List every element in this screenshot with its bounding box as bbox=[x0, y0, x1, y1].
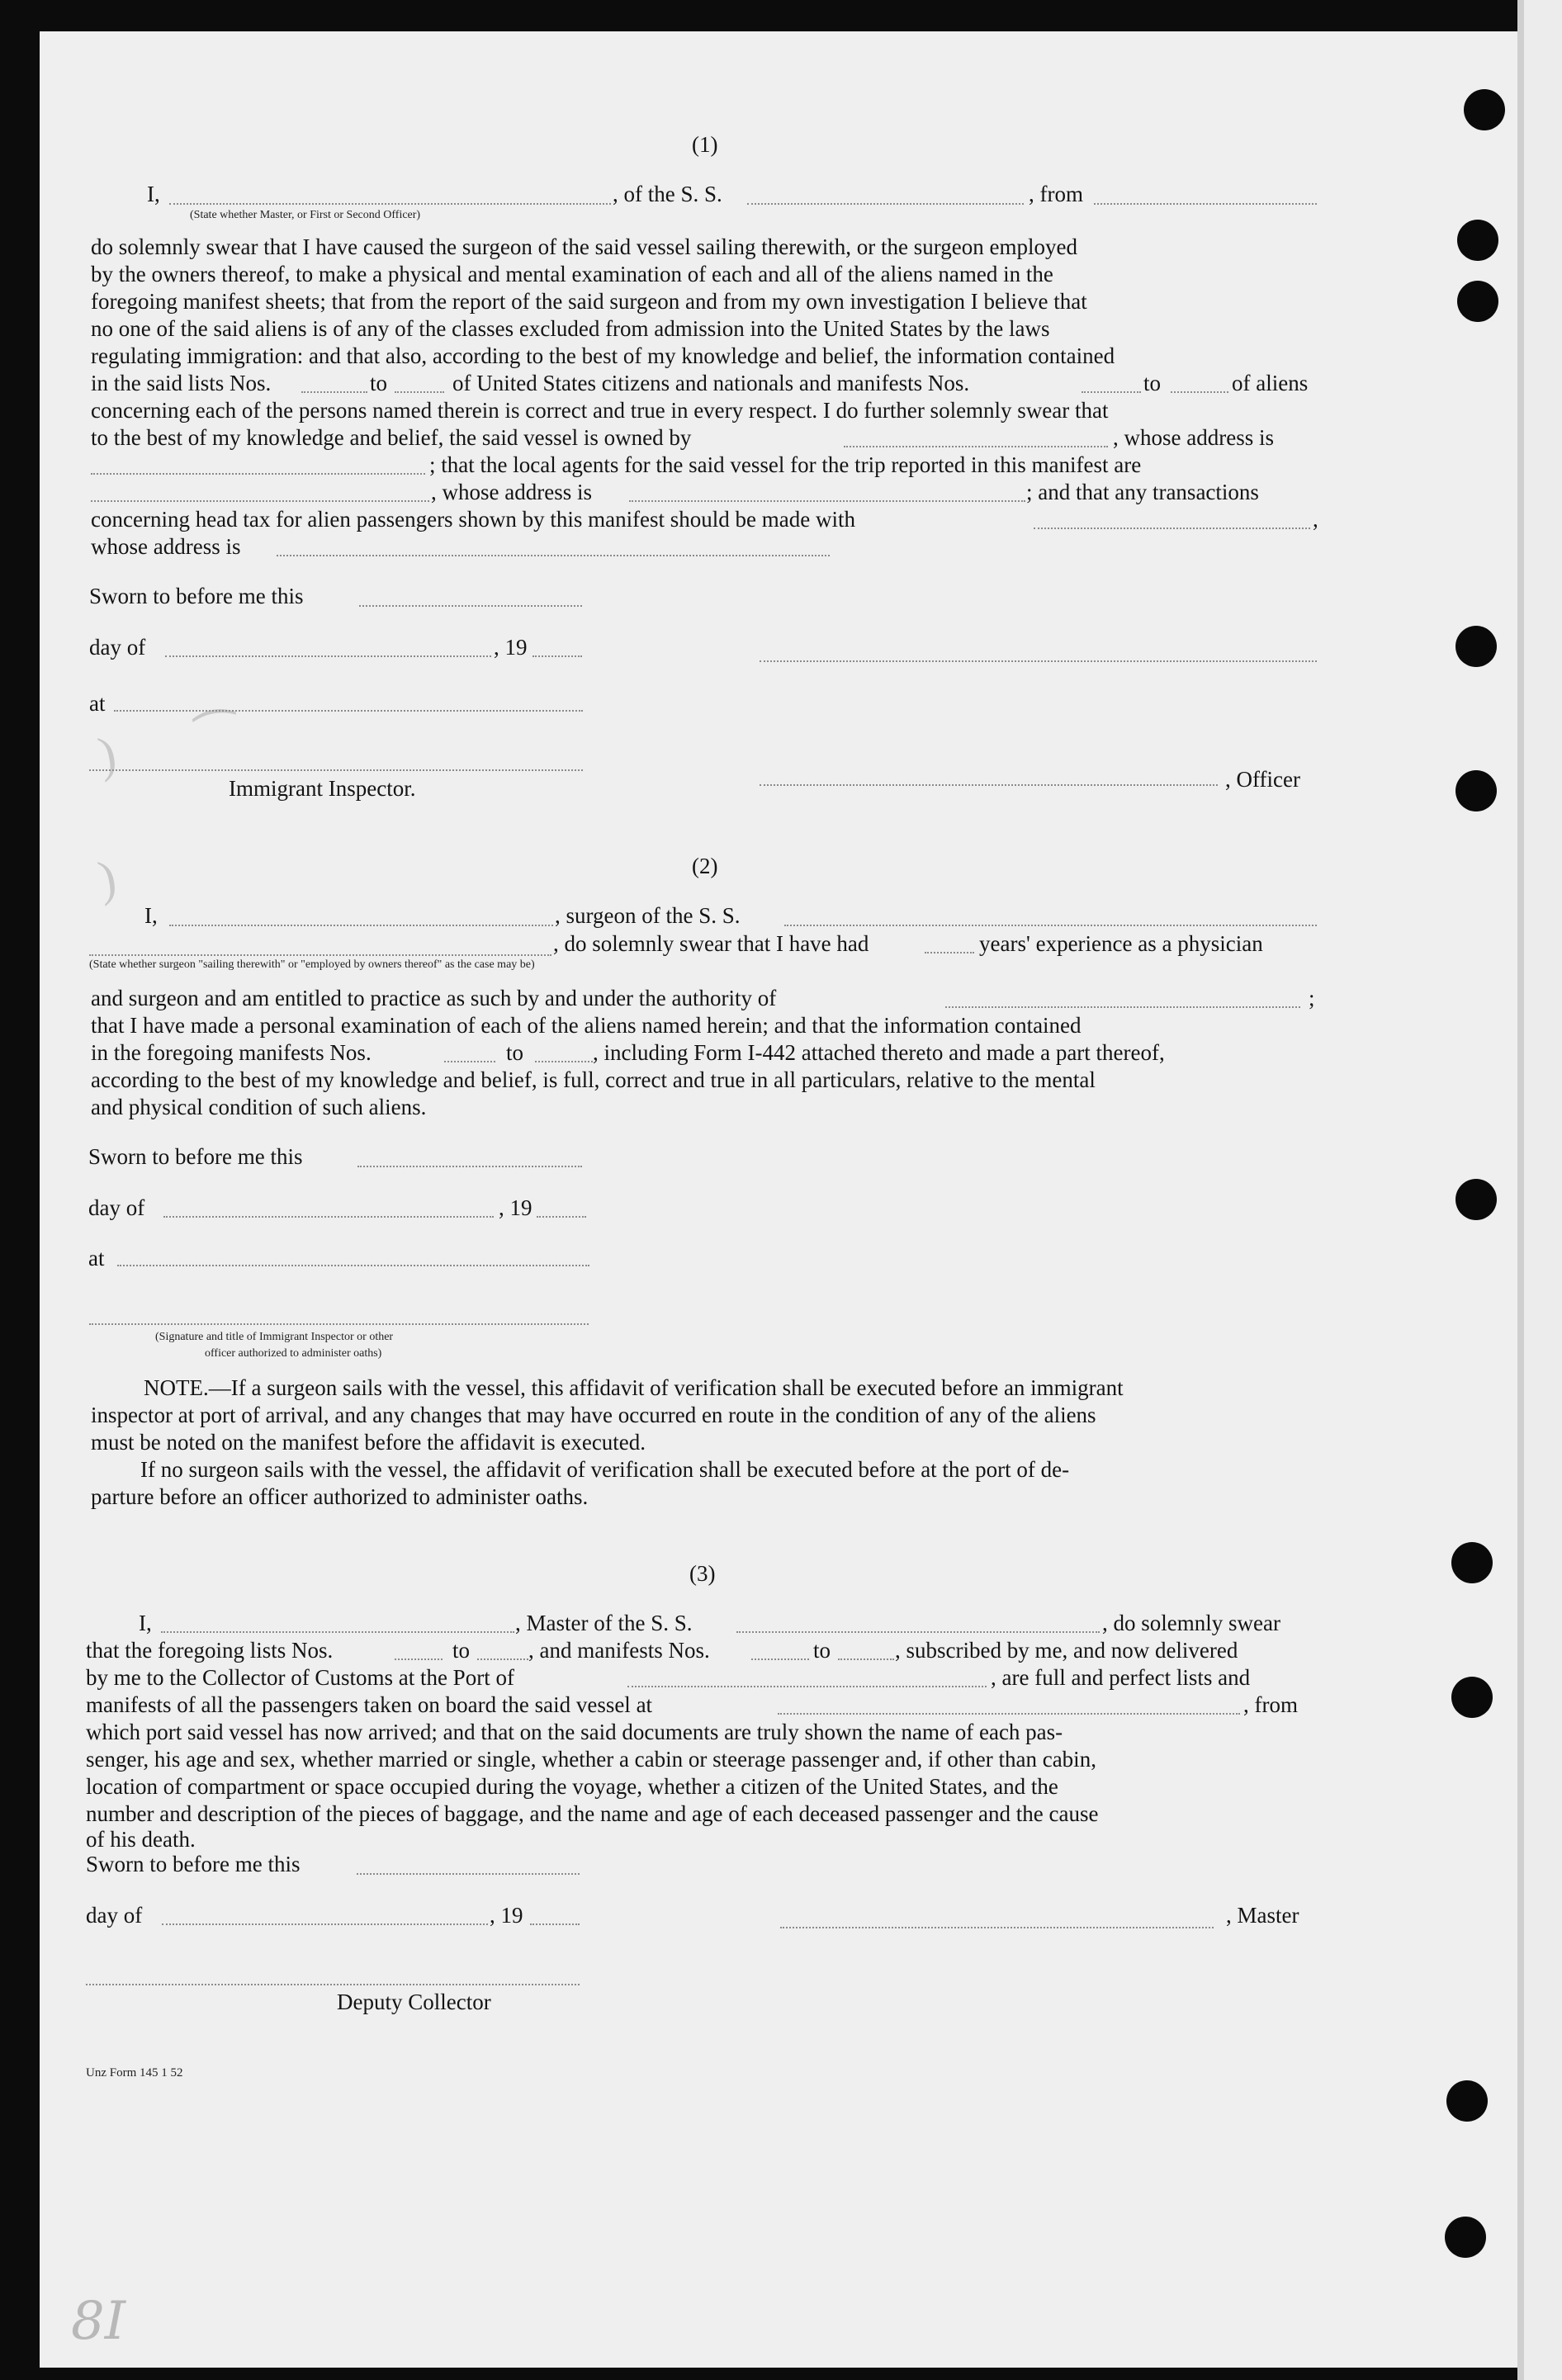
blank-address bbox=[277, 555, 830, 556]
punch-hole bbox=[1446, 2080, 1488, 2122]
text: day of bbox=[86, 1903, 143, 1928]
text: senger, his age and sex, whether married or single, whether a cabin or steerage passenger and, if other than cabin, bbox=[86, 1747, 1096, 1772]
punch-hole bbox=[1445, 2217, 1486, 2258]
text: to bbox=[813, 1638, 831, 1663]
text: no one of the said aliens is of any of the classes excluded from admission into the United States by the laws bbox=[91, 316, 1050, 341]
text: , whose address is bbox=[1113, 425, 1274, 450]
note-text: parture before an officer authorized to administer oaths. bbox=[91, 1484, 589, 1509]
text: , 19 bbox=[499, 1195, 532, 1220]
form-number: Unz Form 145 1 52 bbox=[86, 2066, 183, 2080]
bleed-through-mark: ) bbox=[94, 726, 121, 783]
punch-hole bbox=[1457, 220, 1498, 261]
bleed-through-mark: ⁀ bbox=[193, 708, 243, 769]
text: , from bbox=[1029, 182, 1083, 206]
blank-master bbox=[161, 1631, 514, 1633]
blank-year bbox=[530, 1923, 580, 1925]
text: which port said vessel has now arrived; and that on the said documents are truly shown the name of each pas- bbox=[86, 1720, 1063, 1744]
blank-port bbox=[627, 1686, 987, 1687]
blank-head-tax bbox=[1034, 528, 1310, 529]
blank bbox=[838, 1658, 894, 1660]
blank bbox=[477, 1658, 528, 1660]
text: at bbox=[88, 1246, 105, 1270]
text: ; bbox=[1309, 986, 1315, 1010]
text: to bbox=[1143, 371, 1162, 395]
text: , do solemnly swear bbox=[1102, 1611, 1280, 1635]
text: I, bbox=[147, 182, 160, 206]
text: by me to the Collector of Customs at the Port of bbox=[86, 1665, 514, 1690]
blank bbox=[1171, 391, 1228, 393]
text: , subscribed by me, and now delivered bbox=[895, 1638, 1238, 1663]
text: to the best of my knowledge and belief, the said vessel is owned by bbox=[91, 425, 692, 450]
text: , of the S. S. bbox=[613, 182, 722, 206]
blank bbox=[1082, 391, 1141, 393]
text: by the owners thereof, to make a physical and mental examination of each and all of the aliens named in the bbox=[91, 262, 1053, 286]
blank-address bbox=[91, 473, 425, 475]
blank bbox=[535, 1061, 593, 1062]
signature-line bbox=[89, 1323, 589, 1325]
blank-authority bbox=[945, 1006, 1300, 1008]
blank-port bbox=[778, 1713, 1240, 1715]
blank-owner bbox=[844, 446, 1108, 447]
text: , and manifests Nos. bbox=[528, 1638, 710, 1663]
blank-at bbox=[114, 710, 583, 712]
text: , 19 bbox=[494, 635, 528, 660]
text: to bbox=[506, 1040, 524, 1065]
text: in the said lists Nos. bbox=[91, 371, 272, 395]
text: manifests of all the passengers taken on board the said vessel at bbox=[86, 1692, 653, 1717]
text: to bbox=[452, 1638, 471, 1663]
signature-caption: (Signature and title of Immigrant Inspector or other bbox=[155, 1331, 394, 1343]
text: that I have made a personal examination of each of the aliens named herein; and that the information contained bbox=[91, 1013, 1082, 1038]
blank bbox=[301, 391, 367, 393]
text: , from bbox=[1243, 1692, 1298, 1717]
blank-officer bbox=[169, 203, 611, 205]
blank-vessel bbox=[784, 925, 1317, 926]
blank-year bbox=[537, 1216, 586, 1218]
text: Sworn to before me this bbox=[86, 1852, 301, 1876]
text: day of bbox=[89, 635, 146, 660]
text: , are full and perfect lists and bbox=[991, 1665, 1251, 1690]
blank-sworn bbox=[357, 1873, 580, 1875]
blank-years bbox=[925, 952, 974, 953]
blank-year bbox=[532, 655, 582, 657]
text: foregoing manifest sheets; that from the report of the said surgeon and from my own investigation I believe that bbox=[91, 289, 1087, 314]
note-text: If no surgeon sails with the vessel, the affidavit of verification shall be executed before at the port of de- bbox=[140, 1457, 1070, 1482]
text: of aliens bbox=[1232, 371, 1309, 395]
text: Immigrant Inspector. bbox=[229, 776, 416, 801]
signature-line bbox=[760, 660, 1317, 662]
blank-from bbox=[1094, 203, 1317, 205]
field-note: (State whether surgeon "sailing therewith" or "employed by owners thereof" as the case may be) bbox=[89, 958, 535, 971]
punch-hole bbox=[1451, 1677, 1493, 1718]
punch-hole bbox=[1456, 770, 1497, 811]
text: I, bbox=[139, 1611, 152, 1635]
blank-surgeon-type bbox=[89, 954, 551, 956]
text: and surgeon and am entitled to practice as such by and under the authority of bbox=[91, 986, 777, 1010]
signature-line bbox=[760, 784, 1218, 786]
blank-day bbox=[162, 1923, 488, 1925]
text: regulating immigration: and that also, according to the best of my knowledge and belief, the information contained bbox=[91, 343, 1115, 368]
blank-day bbox=[163, 1216, 494, 1218]
text: of his death. bbox=[86, 1827, 196, 1852]
text: , bbox=[1313, 507, 1318, 532]
text: I, bbox=[144, 903, 158, 928]
blank-day bbox=[165, 655, 491, 657]
text: , Master bbox=[1226, 1903, 1299, 1928]
punch-hole bbox=[1456, 626, 1497, 667]
blank-surgeon bbox=[169, 925, 553, 926]
note-text: NOTE.—If a surgeon sails with the vessel, this affidavit of verification shall be executed before an immigrant bbox=[144, 1375, 1124, 1400]
text: day of bbox=[88, 1195, 145, 1220]
blank-sworn bbox=[357, 1166, 582, 1167]
signature-line bbox=[89, 769, 583, 771]
signature-line bbox=[780, 1927, 1214, 1928]
text: whose address is bbox=[91, 534, 241, 559]
bleed-through-mark: ) bbox=[94, 849, 121, 907]
blank-address bbox=[629, 500, 1025, 502]
text: , whose address is bbox=[431, 480, 592, 504]
text: in the foregoing manifests Nos. bbox=[91, 1040, 372, 1065]
blank bbox=[395, 1658, 443, 1660]
note-text: inspector at port of arrival, and any changes that may have occurred en route in the condition of any of the aliens bbox=[91, 1403, 1096, 1427]
text: Deputy Collector bbox=[337, 1990, 491, 2014]
text: ; and that any transactions bbox=[1026, 480, 1259, 504]
text: , surgeon of the S. S. bbox=[555, 903, 741, 928]
text: concerning each of the persons named therein is correct and true in every respect. I do further solemnly swear that bbox=[91, 398, 1109, 423]
text: location of compartment or space occupied during the voyage, whether a citizen of the United States, and the bbox=[86, 1774, 1058, 1799]
signature-caption: officer authorized to administer oaths) bbox=[205, 1347, 382, 1360]
text: at bbox=[89, 691, 106, 716]
text: , 19 bbox=[490, 1903, 523, 1928]
text: , including Form I-442 attached thereto and made a part thereof, bbox=[593, 1040, 1165, 1065]
signature-line bbox=[86, 1984, 580, 1985]
blank-at bbox=[117, 1265, 589, 1266]
text: that the foregoing lists Nos. bbox=[86, 1638, 334, 1663]
handwritten-mark: 8I bbox=[71, 2291, 125, 2352]
text: of United States citizens and nationals and manifests Nos. bbox=[452, 371, 970, 395]
section-number: (2) bbox=[692, 854, 718, 878]
blank-vessel bbox=[747, 203, 1024, 205]
text: to bbox=[370, 371, 388, 395]
text: number and description of the pieces of baggage, and the name and age of each deceased passenger and the cause bbox=[86, 1801, 1099, 1826]
text: do solemnly swear that I have caused the surgeon of the said vessel sailing therewith, or the surgeon employed bbox=[91, 234, 1077, 259]
text: Sworn to before me this bbox=[88, 1144, 303, 1169]
blank-agents bbox=[91, 500, 429, 502]
text: and physical condition of such aliens. bbox=[91, 1095, 427, 1119]
text: ; that the local agents for the said vessel for the trip reported in this manifest are bbox=[429, 452, 1142, 477]
blank bbox=[395, 391, 444, 393]
text: , do solemnly swear that I have had bbox=[553, 931, 869, 956]
blank-sworn bbox=[359, 605, 582, 607]
punch-hole bbox=[1464, 89, 1505, 130]
text: , Officer bbox=[1225, 767, 1300, 792]
page-edge bbox=[1517, 0, 1562, 2380]
section-number: (1) bbox=[692, 132, 718, 157]
text: Sworn to before me this bbox=[89, 584, 304, 608]
punch-hole bbox=[1451, 1542, 1493, 1583]
field-note: (State whether Master, or First or Second Officer) bbox=[190, 209, 421, 221]
blank bbox=[444, 1061, 495, 1062]
text: concerning head tax for alien passengers shown by this manifest should be made with bbox=[91, 507, 856, 532]
blank bbox=[751, 1658, 809, 1660]
blank-vessel bbox=[736, 1631, 1100, 1633]
text: , Master of the S. S. bbox=[515, 1611, 693, 1635]
punch-hole bbox=[1457, 281, 1498, 322]
punch-hole bbox=[1456, 1179, 1497, 1220]
text: according to the best of my knowledge and belief, is full, correct and true in all particulars, relative to the mental bbox=[91, 1067, 1096, 1092]
section-number: (3) bbox=[689, 1561, 716, 1586]
text: years' experience as a physician bbox=[979, 931, 1263, 956]
note-text: must be noted on the manifest before the affidavit is executed. bbox=[91, 1430, 646, 1455]
